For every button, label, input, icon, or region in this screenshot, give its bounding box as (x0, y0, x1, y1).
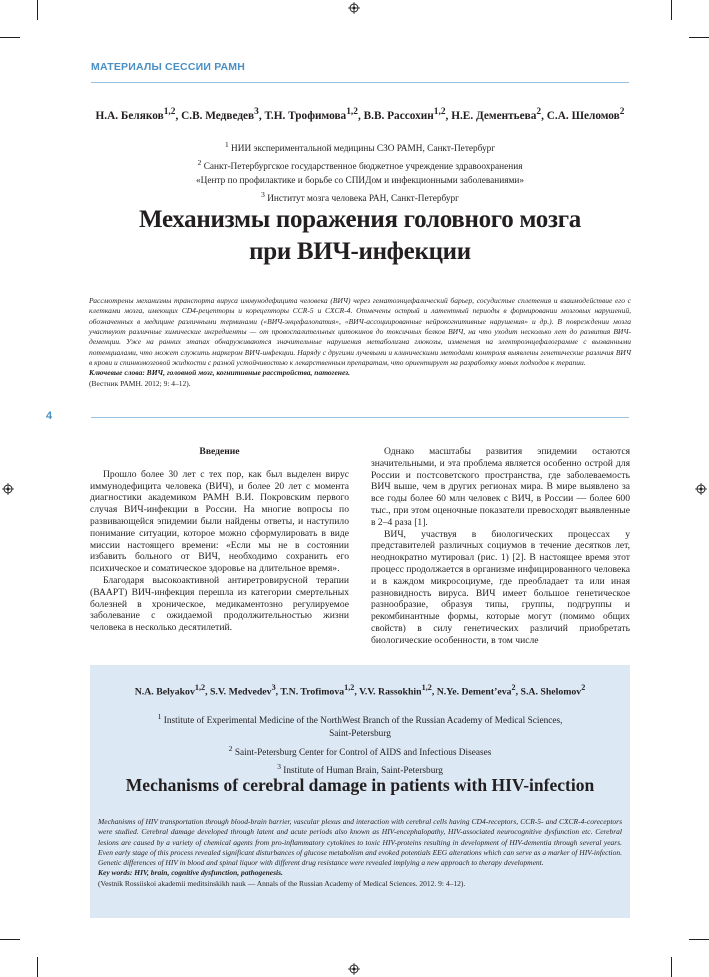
page-number: 4 (46, 410, 53, 422)
paragraph: ВИЧ, участвуя в биологических процессах у представителей различных социумов в течение десятков лет, неоднократно мутировал (рис. 1) [2]. В настоящее время этот процесс продолжается в организме инфицированного человека и в каждом микросоциуме, где преобладает та или иная разновидность вируса. ВИЧ имеет большое генетическое разнообразие, образуя типы, группы, подгруппы и рекомбинантные формы, которые могут (помимо общих свойств) в силу генетических различий приобретать биологические особенности, в том числе (371, 528, 630, 646)
affiliation-line: $^1$ НИИ экспериментальной медицины СЗО РАМН, Санкт-Петербург (224, 140, 496, 155)
affiliations-en (100, 710, 620, 778)
crop-mark (37, 957, 38, 977)
registration-mark-icon (695, 483, 707, 495)
affiliation-line: $^1$ Institute of Experimental Medicine of the NorthWest Branch of the Russian Academy of Medical Sciences, (157, 712, 563, 727)
keywords: Ключевые слова: ВИЧ, головной мозг, когнитивные расстройства, патогенез. (89, 368, 350, 378)
affiliation-line: Saint-Petersburg (329, 729, 391, 740)
affiliation-line: $^2$ Санкт-Петербургское государственное бюджетное учреждение здравоохранения (197, 158, 523, 173)
article-title-en: Mechanisms of cerebral damage in patients with HIV-infection (125, 775, 595, 795)
section-heading: Введение (199, 446, 240, 457)
crop-mark (0, 939, 20, 940)
authors-en: N.A. Belyakov$^{1,2}$, S.V. Medvedev$^3$, T.N. Trofimova$^{1,2}$, V.V. Rassokhin$^{1,2}$, N.Ye. Dement’eva$^2$, S.A. Shelomov$^2$ (134, 683, 586, 698)
abstract-ru (89, 296, 631, 389)
affiliation-line: «Центр по профилактике и борьбе со СПИДом и инфекционными заболеваниями» (196, 175, 524, 186)
authors-ru: Н.А. Беляков$^{1,2}$, С.В. Медведев$^3$, Т.Н. Трофимова$^{1,2}$, В.В. Рассохин$^{1,2}$, Н.Е. Дементьева$^2$, С.А. Шеломов$^2$ (95, 107, 625, 122)
crop-mark (689, 37, 709, 38)
title-line: Механизмы поражения головного мозга (139, 206, 581, 233)
abstract-en (98, 817, 622, 889)
paragraph: Благодаря высокоактивной антиретровирусной терапии (ВААРТ) ВИЧ-инфекция перешла из категории смертельных болезней в хроническое, медикаментозно регулируемое заболевание с ожидаемой продолжительностью жизни человека в несколько десятилетий. (90, 574, 349, 634)
affiliation-line: $^3$ Институт мозга человека РАН, Санкт-Петербург (261, 189, 459, 204)
abstract-text: Mechanisms of HIV transportation through blood-brain barrier, vascular plexus and interaction with cerebral cells having CD4-receptors, CCR-5- and CXCR-4-coreceptors were studied. Cerebral damage developed through latent and acute periods also known as HIV-encephalopathy, HIV-associated neurocognitive dysfunction etc. Cerebral lesions are caused by a variety of chemical agents from pro-inflammatory cytokines to toxic HIV-proteins resulting in development of HIV-dementia through several years. Even early stage of this process revealed significant disturbances of glucose metabolism and evoked potentials EEG alterations which can serve as a marker of HIV-infection. Genetic differences of HIV in blood and spinal liquor with different drug resistance were revealed implying a new approach to therapy development. (98, 817, 622, 867)
citation: (Vestnik Rossiiskoi akademii meditsinskikh nauk — Annals of the Russian Academy of Medical Sciences. 2012. 9: 4–12). (98, 878, 466, 888)
title-line: при ВИЧ-инфекции (249, 238, 471, 265)
keywords: Key words: HIV, brain, cognitive dysfunction, pathogenesis. (98, 868, 283, 878)
registration-mark-icon (348, 2, 360, 14)
crop-mark (671, 957, 672, 977)
affiliations-ru (80, 138, 640, 206)
abstract-rule (91, 417, 629, 418)
affiliation-line: $^2$ Saint-Petersburg Center for Control of AIDS and Infectious Diseases (228, 743, 492, 758)
body-column-right (371, 446, 630, 647)
paragraph: Прошло более 30 лет с тех пор, как был выделен вирус иммунодефицита человека (ВИЧ), и более 20 лет с момента диагностики академиком РАМН В.И. Покровским первого случая ВИЧ-инфекции в России. На многие вопросы по развивающейся эпидемии были найдены ответы, и наступило понимание ситуации, которое можно сформулировать в виде миссии настоящего времени: «Если мы не в состоянии избавить больного от ВИЧ, необходимо сохранить его психическое и соматическое здоровье на длительное время». (90, 468, 349, 575)
crop-mark (0, 37, 20, 38)
citation: (Вестник РАМН. 2012; 9: 4–12). (89, 378, 191, 388)
crop-mark (671, 0, 672, 20)
abstract-text: Рассмотрены механизмы транспорта вируса иммунодефицита человека (ВИЧ) через гематоэнцефалический барьер, сосудистые сплетения и взаимодействие его с клетками мозга, имеющих CD4-рецепторы и корецепторы CCR-5 и CXCR-4. Отмечены острый и латентный периоды в формировании мозговых нарушений, обозначенных в медицине различными терминами («ВИЧ-энцефалопатия», «ВИЧ-ассоциированные нейрокогнитивные нарушения» и др.). В повреждении мозга участвуют различные химические ингредиенты — от провоспалительных цитокинов до токсичных белков ВИЧ, на что уходит несколько лет до развития ВИЧ-деменции. Уже на ранних этапах обнаруживаются значительные нарушения метаболизма глюкозы, изменения на электроэнцефалограмме с вызванными потенциалами, что может служить маркером ВИЧ-инфекции. Наряду с другими лучевыми и клиническими методами контроля выявлены генетические различия ВИЧ в крови и спинномозговой жидкости с разной устойчивостью к лекарственным препаратам, что ориентирует на разработку новых подходов к терапии. (89, 296, 631, 368)
header-rule (91, 82, 629, 83)
paragraph: Однако масштабы развития эпидемии остаются значительными, и эта проблема является особенно острой для России и постсоветского пространства, где заболеваемость ВИЧ выше, чем в других регионах мира. В мире выявлено за все годы более 60 млн человек с ВИЧ, в России — более 600 тыс., при этом оценочные показатели превосходят выявленные в 2–4 раза [1]. (371, 446, 630, 528)
crop-mark (689, 939, 709, 940)
article-title-ru (60, 204, 660, 268)
registration-mark-icon (348, 963, 360, 975)
crop-mark (37, 0, 38, 20)
registration-mark-icon (2, 483, 14, 495)
section-label: МАТЕРИАЛЫ СЕССИИ РАМН (91, 61, 246, 73)
affiliation-line: $^3$ Institute of Human Brain, Saint-Petersburg (277, 761, 443, 776)
body-column-left (90, 446, 349, 634)
